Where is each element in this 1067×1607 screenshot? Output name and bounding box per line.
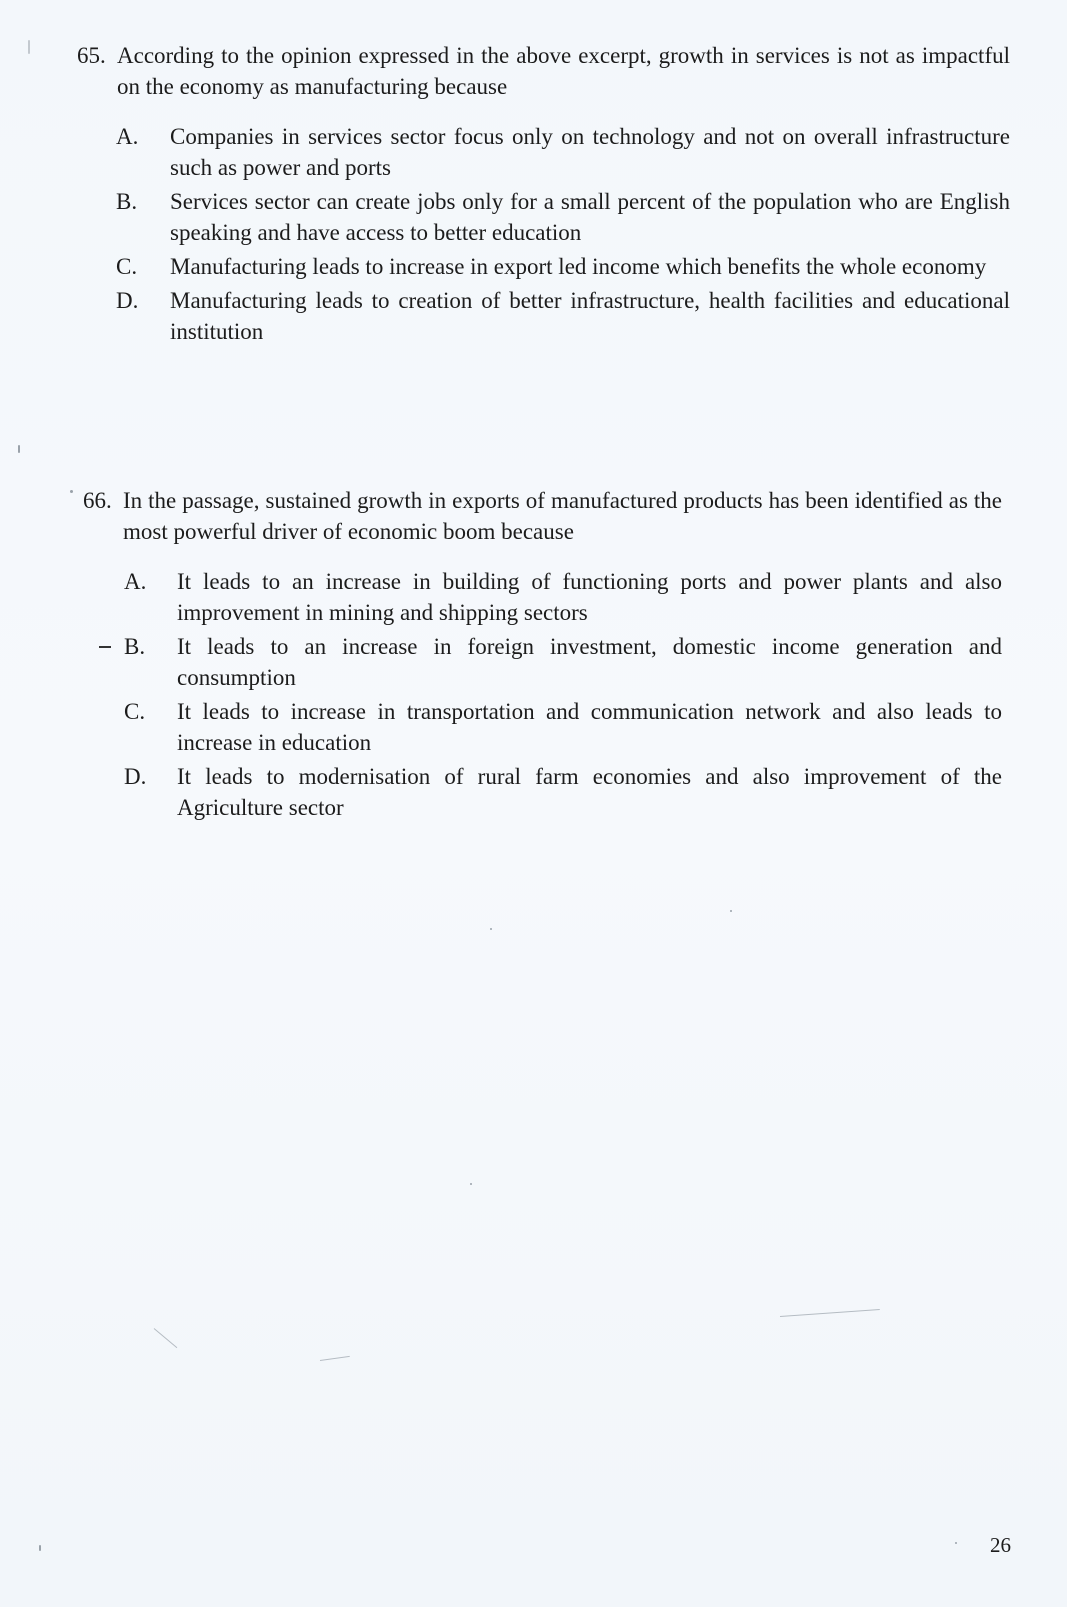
option-letter: D. — [124, 764, 147, 789]
option-letter: C. — [116, 254, 138, 279]
question-text: In the passage, sustained growth in exports of manufactured products has been identified as the most powerful driver of economic boom because — [123, 488, 1002, 544]
pencil-tick-mark — [99, 646, 111, 648]
option-letter: A. — [124, 569, 147, 594]
option-letter: D. — [116, 288, 139, 313]
option-letter: A. — [116, 124, 139, 149]
scan-speck — [955, 1542, 957, 1544]
option-text: It leads to increase in transportation and communication network and also leads to increase in education — [177, 699, 1002, 755]
option-b[interactable] — [0, 631, 1067, 693]
option-text: It leads to modernisation of rural farm economies and also improvement of the Agriculture sector — [177, 764, 1002, 820]
option-text: It leads to an increase in foreign investment, domestic income generation and consumption — [177, 634, 1002, 690]
option-c[interactable] — [0, 251, 1067, 282]
scan-speck — [470, 1183, 472, 1185]
question-number: 66. — [83, 488, 112, 513]
option-list — [0, 566, 1067, 823]
option-d[interactable] — [0, 761, 1067, 823]
scan-speck — [18, 445, 20, 453]
option-letter: B. — [124, 634, 146, 659]
question-stem — [0, 485, 1067, 547]
option-text: Manufacturing leads to increase in export led income which benefits the whole economy — [170, 254, 987, 279]
scan-speck — [490, 928, 492, 930]
scan-speck — [39, 1545, 41, 1551]
option-b[interactable] — [0, 186, 1067, 248]
option-d[interactable] — [0, 285, 1067, 347]
scan-stroke — [154, 1328, 178, 1348]
option-letter: C. — [124, 699, 146, 724]
option-a[interactable] — [0, 121, 1067, 183]
option-text: Services sector can create jobs only for a small percent of the population who are English speaking and have access to better education — [170, 189, 1010, 245]
question-text: According to the opinion expressed in the above excerpt, growth in services is not as impactful on the economy as manufacturing because — [117, 43, 1010, 99]
option-c[interactable] — [0, 696, 1067, 758]
option-text: It leads to an increase in building of functioning ports and power plants and also improvement in mining and shipping sectors — [177, 569, 1002, 625]
option-list — [0, 121, 1067, 347]
option-text: Companies in services sector focus only on technology and not on overall infrastructure such as power and ports — [170, 124, 1010, 180]
scan-stroke — [320, 1356, 350, 1361]
page-number: 26 — [990, 1533, 1011, 1557]
scan-stroke — [780, 1309, 880, 1317]
scan-speck — [730, 910, 732, 912]
question-65 — [0, 40, 1067, 350]
question-66 — [0, 485, 1067, 826]
option-letter: B. — [116, 189, 138, 214]
scan-speck — [70, 490, 73, 493]
option-a[interactable] — [0, 566, 1067, 628]
question-number: 65. — [77, 43, 106, 68]
scan-speck — [28, 40, 30, 54]
question-stem — [0, 40, 1067, 102]
option-text: Manufacturing leads to creation of better infrastructure, health facilities and educational institution — [170, 288, 1010, 344]
